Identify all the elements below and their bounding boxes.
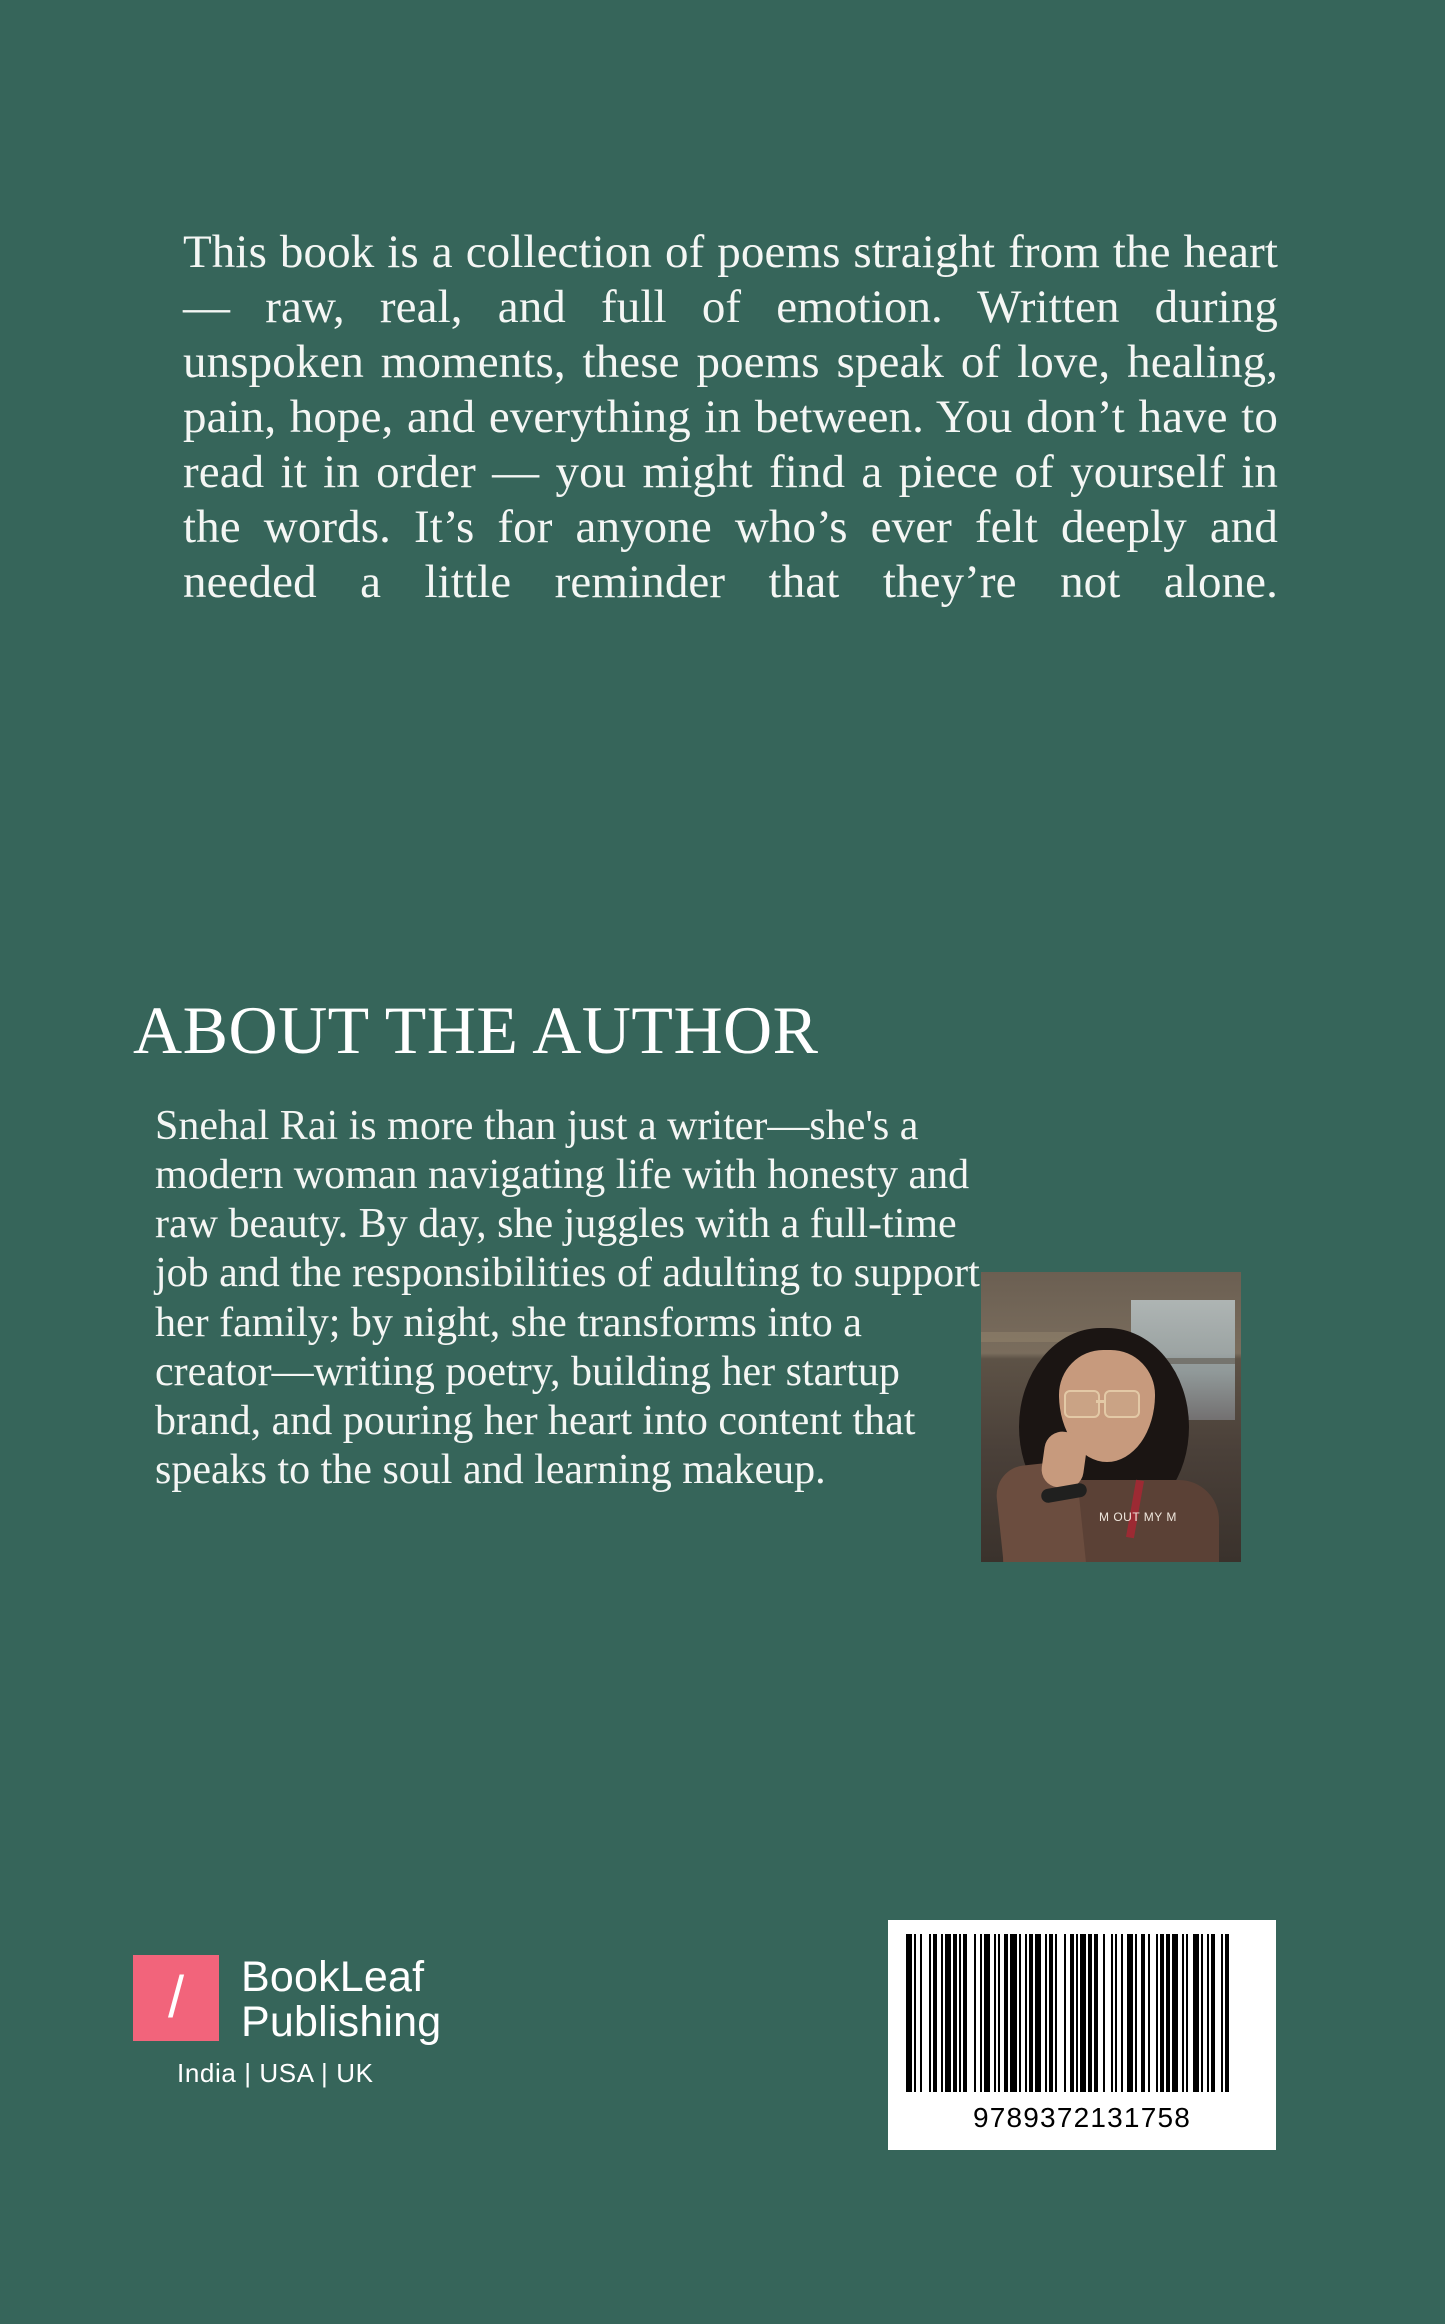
publisher-name-line2: Publishing [241,1997,442,2046]
barcode-isbn: 9789372131758 [972,2102,1192,2133]
barcode-bars [906,1934,1258,2092]
barcode [888,1920,1276,2150]
publisher-logo-row [133,1955,553,2044]
publisher-regions: India | USA | UK [177,2058,374,2089]
slash-glyph: / [167,1965,185,2030]
bookleaf-mark-icon [133,1955,219,2041]
photo-glasses-bridge [1096,1400,1104,1403]
book-blurb: This book is a collection of poems straight from the heart — raw, real, and full of emotion. Written during unspoken moments, these poems speak of love, healing, pain, hope, and everything in between. You don’t have to read it in order — you might find a piece of yourself in the words. It’s for anyone who’s ever felt deeply and needed a little reminder that they’re not alone. [183,226,1278,608]
photo-shirt-text: M OUT MY M [1099,1510,1177,1524]
publisher-name [241,1955,441,2044]
publisher-logo [133,1955,553,2089]
about-the-author-heading: ABOUT THE AUTHOR [133,992,819,1069]
photo-glasses-left [1064,1390,1100,1418]
barcode-bar [1229,1934,1231,2092]
author-photo [981,1272,1241,1562]
publisher-name-line1: BookLeaf [241,1953,425,2001]
photo-glasses-right [1104,1390,1140,1418]
author-bio: Snehal Rai is more than just a writer—she's a modern woman navigating life with honesty and raw beauty. By day, she juggles with a full-time job and the responsibilities of adulting to support her family; by night, she transforms into a creator—writing poetry, building her startup brand, and pouring her heart into content that speaks to the soul and learning makeup. [155,1103,980,1493]
